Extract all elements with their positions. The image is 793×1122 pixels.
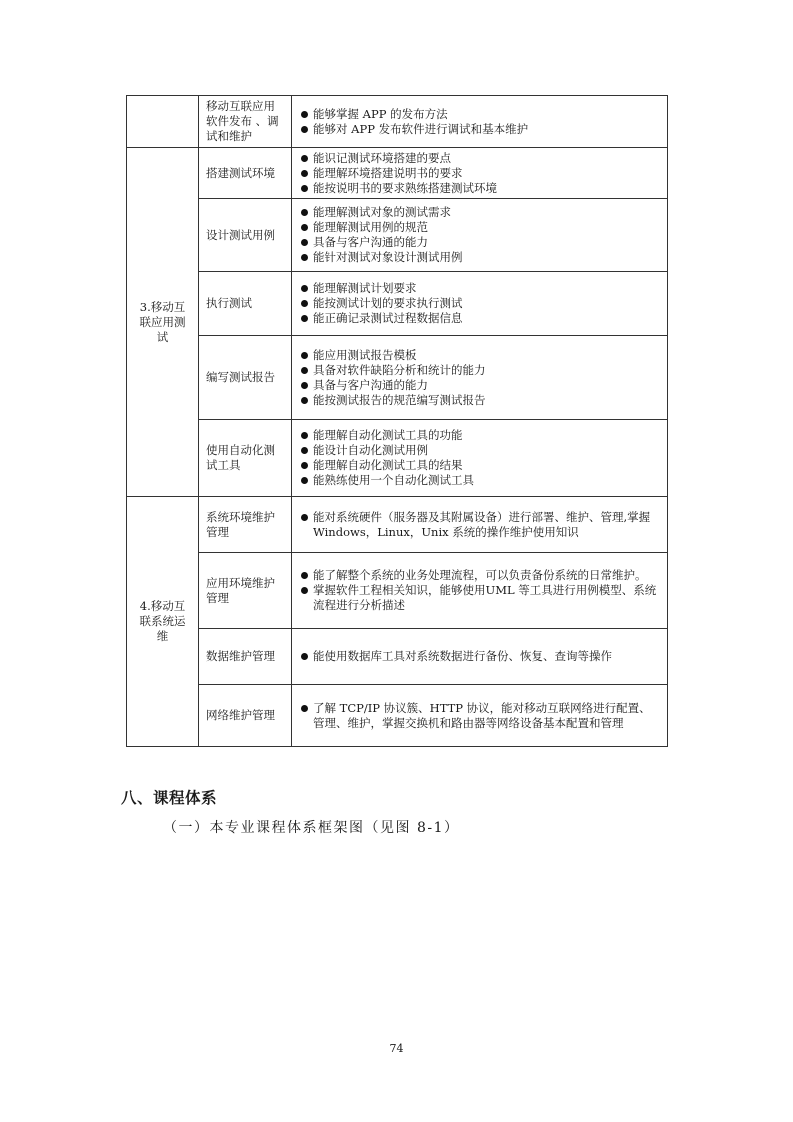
- domain-cell: 4.移动互联系统运维: [127, 497, 199, 747]
- requirements-list: [300, 510, 661, 540]
- requirement-item: 能够掌握 APP 的发布方法: [300, 107, 661, 122]
- domain-cell: 3.移动互联应用测试: [127, 148, 199, 497]
- requirement-item: 能熟练使用一个自动化测试工具: [300, 473, 661, 488]
- requirement-item: 具备与客户沟通的能力: [300, 378, 661, 393]
- table-row: [127, 629, 668, 685]
- requirement-item: 能了解整个系统的业务处理流程，可以负责备份系统的日常维护。: [300, 568, 661, 583]
- requirement-item: 能按说明书的要求熟练搭建测试环境: [300, 181, 661, 196]
- requirements-list: [300, 281, 661, 326]
- table-row: [127, 336, 668, 420]
- task-cell: 搭建测试环境: [199, 148, 292, 199]
- task-cell: 编写测试报告: [199, 336, 292, 420]
- requirements-cell: [292, 685, 668, 747]
- requirements-cell: [292, 199, 668, 272]
- requirement-item: 能按测试计划的要求执行测试: [300, 296, 661, 311]
- competency-table: [126, 95, 668, 747]
- task-cell: 应用环境维护管理: [199, 553, 292, 629]
- requirements-cell: [292, 497, 668, 553]
- table-row: [127, 272, 668, 336]
- requirement-item: 能使用数据库工具对系统数据进行备份、恢复、查询等操作: [300, 649, 661, 664]
- requirement-item: 能识记测试环境搭建的要点: [300, 151, 661, 166]
- requirement-item: 能按测试报告的规范编写测试报告: [300, 393, 661, 408]
- task-cell: 系统环境维护管理: [199, 497, 292, 553]
- task-cell: 数据维护管理: [199, 629, 292, 685]
- requirement-item: 能设计自动化测试用例: [300, 443, 661, 458]
- task-cell: 移动互联应用软件发布 、调试和维护: [199, 96, 292, 148]
- requirements-cell: [292, 420, 668, 497]
- requirements-cell: [292, 629, 668, 685]
- requirements-list: [300, 348, 661, 408]
- table-row: [127, 96, 668, 148]
- page-number: 74: [389, 1042, 404, 1055]
- requirements-list: [300, 205, 661, 265]
- requirements-list: [300, 701, 661, 731]
- requirement-item: 能理解测试计划要求: [300, 281, 661, 296]
- table-row: [127, 148, 668, 199]
- requirements-cell: [292, 272, 668, 336]
- requirements-list: [300, 428, 661, 488]
- table-row: [127, 420, 668, 497]
- requirement-item: 能理解自动化测试工具的功能: [300, 428, 661, 443]
- requirement-item: 掌握软件工程相关知识，能够使用UML 等工具进行用例模型、系统流程进行分析描述: [300, 583, 661, 613]
- requirement-item: 了解 TCP/IP 协议簇、HTTP 协议，能对移动互联网络进行配置、管理、维护，掌握交换机和路由器等网络设备基本配置和管理: [300, 701, 661, 731]
- requirements-list: [300, 151, 661, 196]
- requirement-item: 能理解环境搭建说明书的要求: [300, 166, 661, 181]
- requirement-item: 具备对软件缺陷分析和统计的能力: [300, 363, 661, 378]
- requirements-cell: [292, 553, 668, 629]
- requirement-item: 能针对测试对象设计测试用例: [300, 250, 661, 265]
- requirement-item: 能理解自动化测试工具的结果: [300, 458, 661, 473]
- requirements-list: [300, 568, 661, 613]
- requirement-item: 能理解测试用例的规范: [300, 220, 661, 235]
- table-row: [127, 199, 668, 272]
- requirements-list: [300, 649, 661, 664]
- table-row: [127, 497, 668, 553]
- subsection-title: （一）本专业课程体系框架图（见图 8-1）: [163, 820, 460, 836]
- requirement-item: 能理解测试对象的测试需求: [300, 205, 661, 220]
- domain-cell: [127, 96, 199, 148]
- requirement-item: 能对系统硬件（服务器及其附属设备）进行部署、维护、管理,掌握 Windows，Linux，Unix 系统的操作维护使用知识: [300, 510, 661, 540]
- table-row: [127, 685, 668, 747]
- requirement-item: 具备与客户沟通的能力: [300, 235, 661, 250]
- requirement-item: 能正确记录测试过程数据信息: [300, 311, 661, 326]
- requirement-item: 能够对 APP 发布软件进行调试和基本维护: [300, 122, 661, 137]
- requirement-item: 能应用测试报告模板: [300, 348, 661, 363]
- task-cell: 执行测试: [199, 272, 292, 336]
- requirements-cell: [292, 336, 668, 420]
- table-row: [127, 553, 668, 629]
- task-cell: 网络维护管理: [199, 685, 292, 747]
- task-cell: 设计测试用例: [199, 199, 292, 272]
- requirements-list: [300, 107, 661, 137]
- requirements-cell: [292, 148, 668, 199]
- section-title: 八、课程体系: [121, 789, 218, 807]
- task-cell: 使用自动化测试工具: [199, 420, 292, 497]
- requirements-cell: [292, 96, 668, 148]
